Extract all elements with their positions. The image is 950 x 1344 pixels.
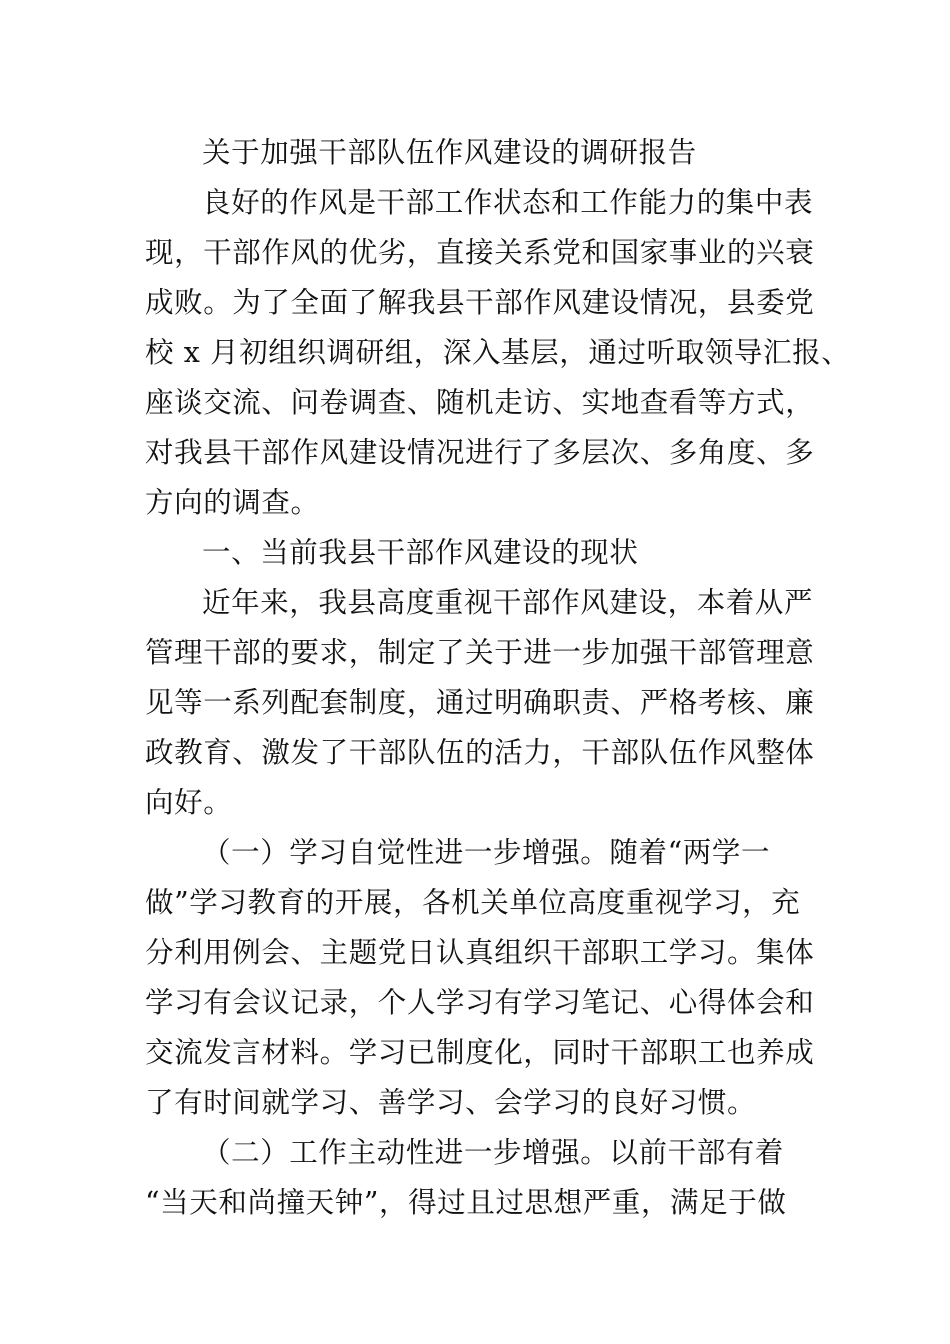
text-line: 近年来，我县高度重视干部作风建设，本着从严	[202, 586, 814, 619]
text-line: 政教育、激发了干部队伍的活力，干部队伍作风整体	[145, 736, 815, 769]
text-line: 了有时间就学习、善学习、会学习的良好习惯。	[145, 1086, 757, 1119]
paragraph-subsection-1	[145, 828, 835, 1128]
text-line: 座谈交流、问卷调查、随机走访、实地查看等方式，	[145, 386, 815, 419]
text-line: 良好的作风是干部工作状态和工作能力的集中表	[202, 186, 814, 219]
text-line: 方向的调查。	[145, 486, 320, 519]
text-line: 对我县干部作风建设情况进行了多层次、多角度、多	[145, 436, 815, 469]
text-line: “当天和尚撞天钟”，得过且过思想严重，满足于做	[145, 1186, 787, 1219]
paragraph-intro	[145, 178, 851, 528]
text-line: 分利用例会、主题党日认真组织干部职工学习。集体	[145, 936, 815, 969]
text-line: 向好。	[145, 786, 233, 819]
text-line: 学习有会议记录，个人学习有学习笔记、心得体会和	[145, 986, 815, 1019]
document-title: 关于加强干部队伍作风建设的调研报告	[202, 136, 697, 169]
paragraph-subsection-2	[145, 1128, 835, 1228]
text-line: 做”学习教育的开展，各机关单位高度重视学习，充	[145, 886, 801, 919]
section-heading: 一、当前我县干部作风建设的现状	[202, 536, 639, 569]
text-line: （二）工作主动性进一步增强。以前干部有着	[202, 1136, 785, 1169]
text-line: 见等一系列配套制度，通过明确职责、严格考核、廉	[145, 686, 815, 719]
text-line: 管理干部的要求，制定了关于进一步加强干部管理意	[145, 636, 815, 669]
text-line: 成败。为了全面了解我县干部作风建设情况，县委党	[145, 286, 815, 319]
paragraph-status	[145, 578, 835, 828]
text-line: 交流发言材料。学习已制度化，同时干部职工也养成	[145, 1036, 815, 1069]
text-line: 现，干部作风的优劣，直接关系党和国家事业的兴衰	[145, 236, 815, 269]
text-line: （一）学习自觉性进一步增强。随着“两学一	[202, 836, 771, 869]
document-body	[145, 128, 851, 1228]
text-line: 校 x 月初组织调研组，深入基层，通过听取领导汇报、	[145, 336, 851, 369]
